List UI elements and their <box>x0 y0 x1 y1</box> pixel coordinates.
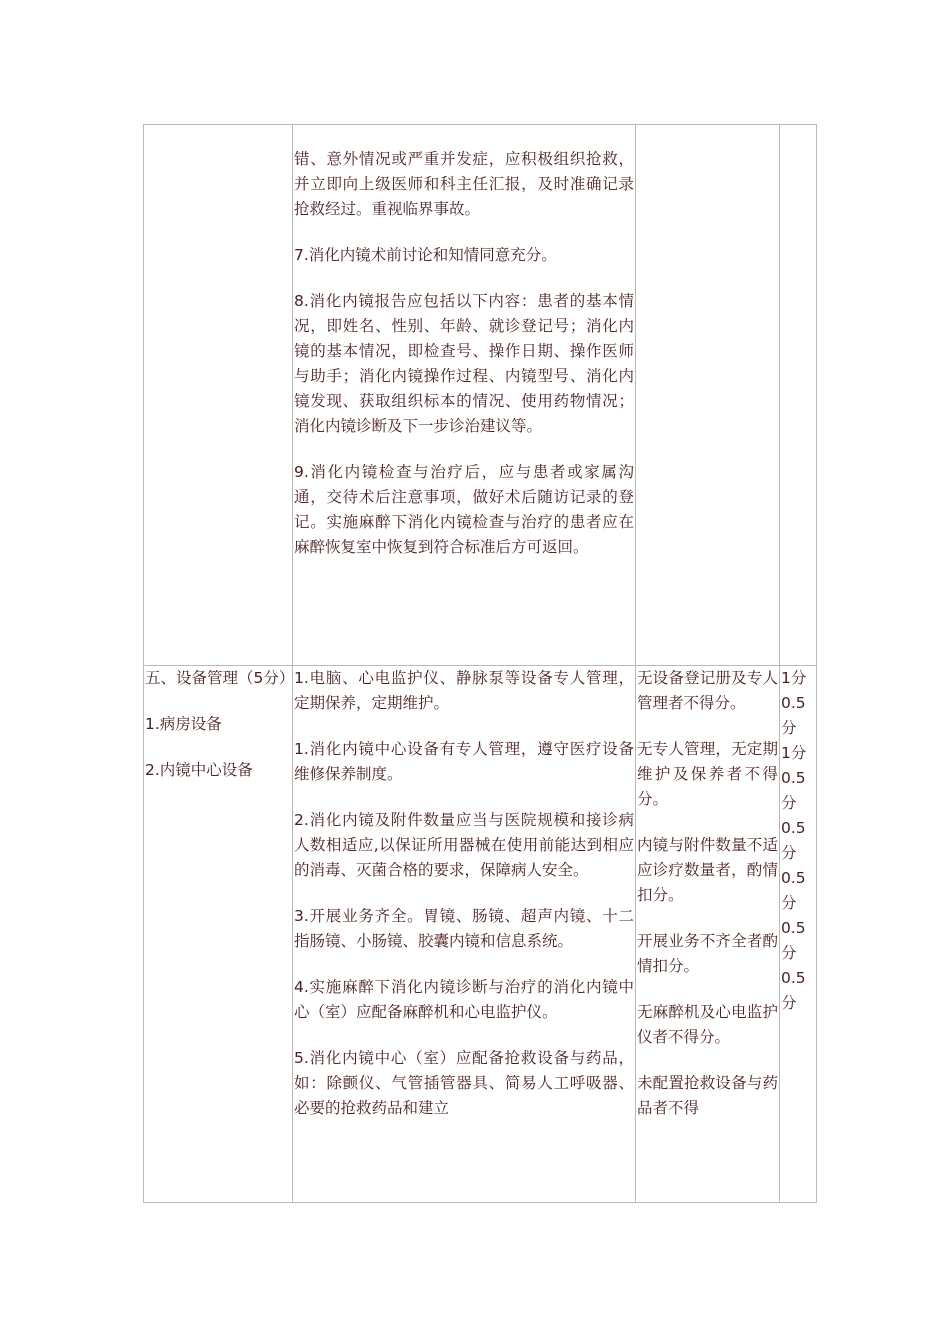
category-title: 五、设备管理（5分） <box>145 669 295 687</box>
score-value: 1分 <box>781 669 807 687</box>
deduction-cell <box>636 125 780 666</box>
score-value: 0.5分 <box>781 819 806 862</box>
score-cell <box>780 666 817 1203</box>
deduction-text: 未配置抢救设备与药品者不得 <box>637 1074 778 1117</box>
deduction-text: 内镜与附件数量不适应诊疗数量者，酌情扣分。 <box>637 836 778 904</box>
deduction-cell <box>636 666 780 1203</box>
score-value: 0.5分 <box>781 769 806 812</box>
score-value: 0.5分 <box>781 969 806 1012</box>
requirement-cell <box>293 125 636 666</box>
deduction-text: 无专人管理，无定期维护及保养者不得分。 <box>637 740 778 808</box>
category-item: 1.病房设备 <box>145 715 222 733</box>
requirement-text: 3.开展业务齐全。胃镜、肠镜、超声内镜、十二指肠镜、小肠镜、胶囊内镜和信息系统。 <box>294 907 634 950</box>
deduction-text: 无麻醉机及心电监护仪者不得分。 <box>637 1003 778 1046</box>
requirement-text: 8.消化内镜报告应包括以下内容：患者的基本情况，即姓名、性别、年龄、就诊登记号；消化内镜的基本情况，即检查号、操作日期、操作医师与助手；消化内镜操作过程、内镜型号、消化内镜发现、获取组织标本的情况、使用药物情况；消化内镜诊断及下一步诊治建议等。 <box>294 292 634 435</box>
score-value: 0.5分 <box>781 869 806 912</box>
table-row <box>144 125 817 666</box>
score-value: 1分 <box>781 744 807 762</box>
score-value: 0.5分 <box>781 919 806 962</box>
category-item: 2.内镜中心设备 <box>145 761 253 779</box>
requirement-cell <box>293 666 636 1203</box>
requirement-text: 5.消化内镜中心（室）应配备抢救设备与药品，如：除颤仪、气管插管器具、简易人工呼吸器、必要的抢救药品和建立 <box>294 1049 634 1117</box>
deduction-text: 无设备登记册及专人管理者不得分。 <box>637 669 778 712</box>
requirement-text: 2.消化内镜及附件数量应当与医院规模和接诊病人数相适应,以保证所用器械在使用前能达到相应的消毒、灭菌合格的要求，保障病人安全。 <box>294 811 634 879</box>
scoring-table <box>143 124 817 1203</box>
requirement-text: 7.消化内镜术前讨论和知情同意充分。 <box>294 246 557 264</box>
requirement-text: 1.消化内镜中心设备有专人管理，遵守医疗设备维修保养制度。 <box>294 740 634 783</box>
requirement-text: 错、意外情况或严重并发症，应积极组织抢救，并立即向上级医师和科主任汇报，及时准确记录抢救经过。重视临界事故。 <box>294 150 634 218</box>
table-row <box>144 666 817 1203</box>
requirement-text: 9.消化内镜检查与治疗后，应与患者或家属沟通，交待术后注意事项，做好术后随访记录的登记。实施麻醉下消化内镜检查与治疗的患者应在麻醉恢复室中恢复到符合标准后方可返回。 <box>294 463 634 556</box>
score-value: 0.5分 <box>781 694 806 737</box>
requirement-text: 4.实施麻醉下消化内镜诊断与治疗的消化内镜中心（室）应配备麻醉机和心电监护仪。 <box>294 978 634 1021</box>
requirement-text: 1.电脑、心电监护仪、静脉泵等设备专人管理，定期保养，定期维护。 <box>294 669 634 712</box>
category-cell <box>144 666 293 1203</box>
deduction-text: 开展业务不齐全者酌情扣分。 <box>637 932 778 975</box>
score-cell <box>780 125 817 666</box>
category-cell <box>144 125 293 666</box>
